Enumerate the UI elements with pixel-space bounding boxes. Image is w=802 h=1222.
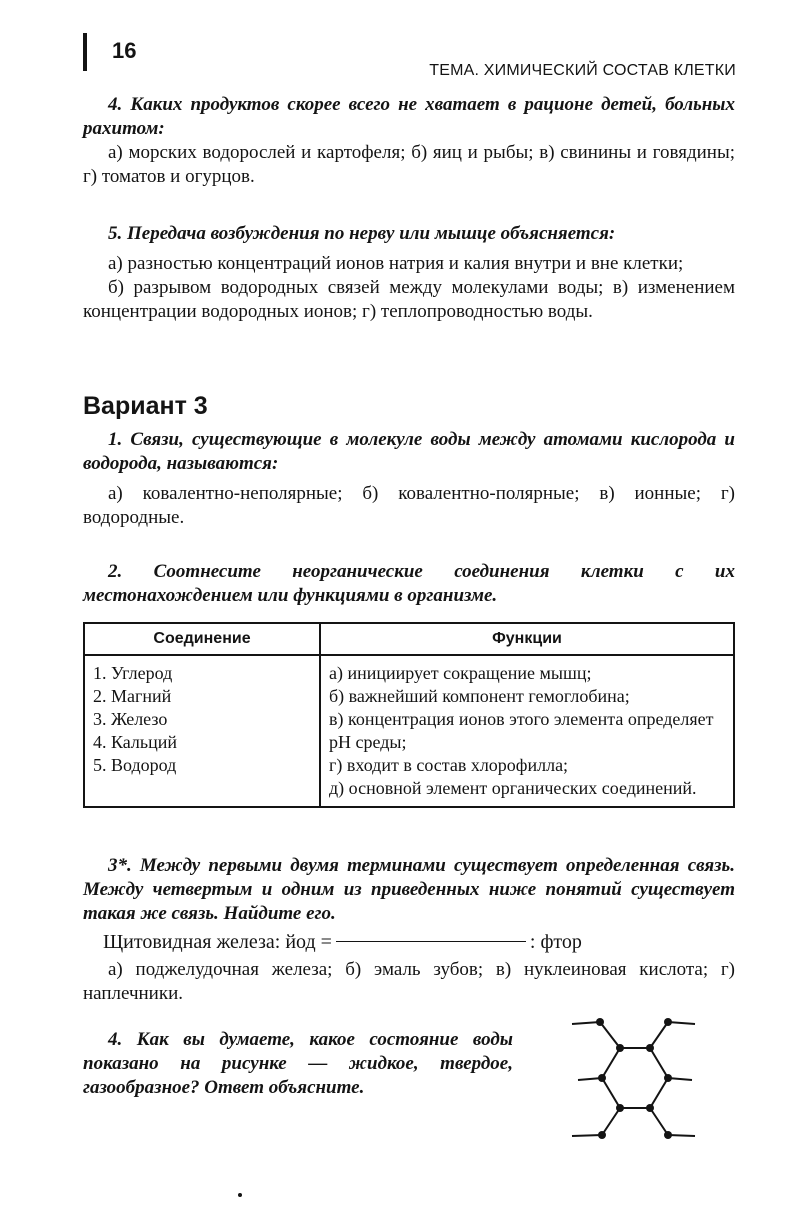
function-item: а) инициирует сокращение мышц; [329,663,592,683]
function-item: б) важнейший компонент гемоглобина; [329,686,630,706]
variant-heading: Вариант 3 [83,392,208,420]
analogy-left: Щитовидная железа: йод = [103,931,332,953]
question-5-answer-a: а) разностью концентраций ионов натрия и калия внутри и вне клетки; [108,253,684,274]
compound-item: 5. Водород [93,755,177,775]
analogy-right: : фтор [529,931,582,953]
compound-item: 4. Кальций [93,732,178,752]
ice-lattice-figure [560,1000,710,1150]
v3-question-3-answers-block [83,958,735,1006]
table-header-functions: Функции [320,623,734,655]
header-bar [83,33,87,71]
compounds-table [83,622,735,808]
question-5-block [83,222,735,324]
table-header-compound: Соединение [84,623,320,655]
question-5-text: 5. Передача возбуждения по нерву или мышце объясняется: [108,223,616,244]
stray-dot [238,1193,242,1197]
function-item: в) концентрация ионов этого элемента определяет pH среды; [329,709,714,752]
v3-question-3-text: 3*. Между первыми двумя терминами существует определенная связь. Между четвертым и одним из приведенных ниже понятий существует такая же связь. Найдите его. [83,855,735,924]
compound-item: 3. Железо [93,709,168,729]
page-number: 16 [112,38,137,63]
v3-question-1-block [83,428,735,530]
function-item: д) основной элемент органических соединений. [329,778,697,798]
v3-question-2-text: 2. Соотнесите неорганические соединения клетки с их местонахождением или функциями в организме. [83,561,735,606]
v3-question-3-answers: а) поджелудочная железа; б) эмаль зубов; в) нуклеиновая кислота; г) наплечники. [83,959,735,1004]
compounds-cell [84,655,320,807]
v3-question-4-block [83,1028,513,1100]
v3-question-1-text: 1. Связи, существующие в молекуле воды между атомами кислорода и водорода, называются: [83,429,735,474]
question-4-block [83,93,735,189]
compound-item: 2. Магний [93,686,172,706]
question-4-text: 4. Каких продуктов скорее всего не хватает в рационе детей, больных рахитом: [83,94,735,139]
v3-question-1-answers: а) ковалентно-неполярные; б) ковалентно-полярные; в) ионные; г) водородные. [83,483,735,528]
v3-question-3-block [83,854,735,926]
question-4-answers: а) морских водорослей и картофеля; б) яиц и рыбы; в) свинины и говядины; г) томатов и огурцов. [83,142,735,187]
v3-question-4-text: 4. Как вы думаете, какое состояние воды показано на рисунке — жидкое, твердое, газообразное? Ответ объясните. [83,1029,513,1098]
analogy-line [103,930,735,954]
functions-cell [320,655,734,807]
question-5-answer-b: б) разрывом водородных связей между молекулами воды; в) изменением концентрации водородных ионов; г) теплопроводностью воды. [83,277,735,322]
analogy-blank [336,941,526,942]
compound-item: 1. Углерод [93,663,173,683]
function-item: г) входит в состав хлорофилла; [329,755,569,775]
v3-question-2-block [83,560,735,608]
topic-title: ТЕМА. ХИМИЧЕСКИЙ СОСТАВ КЛЕТКИ [429,62,736,79]
